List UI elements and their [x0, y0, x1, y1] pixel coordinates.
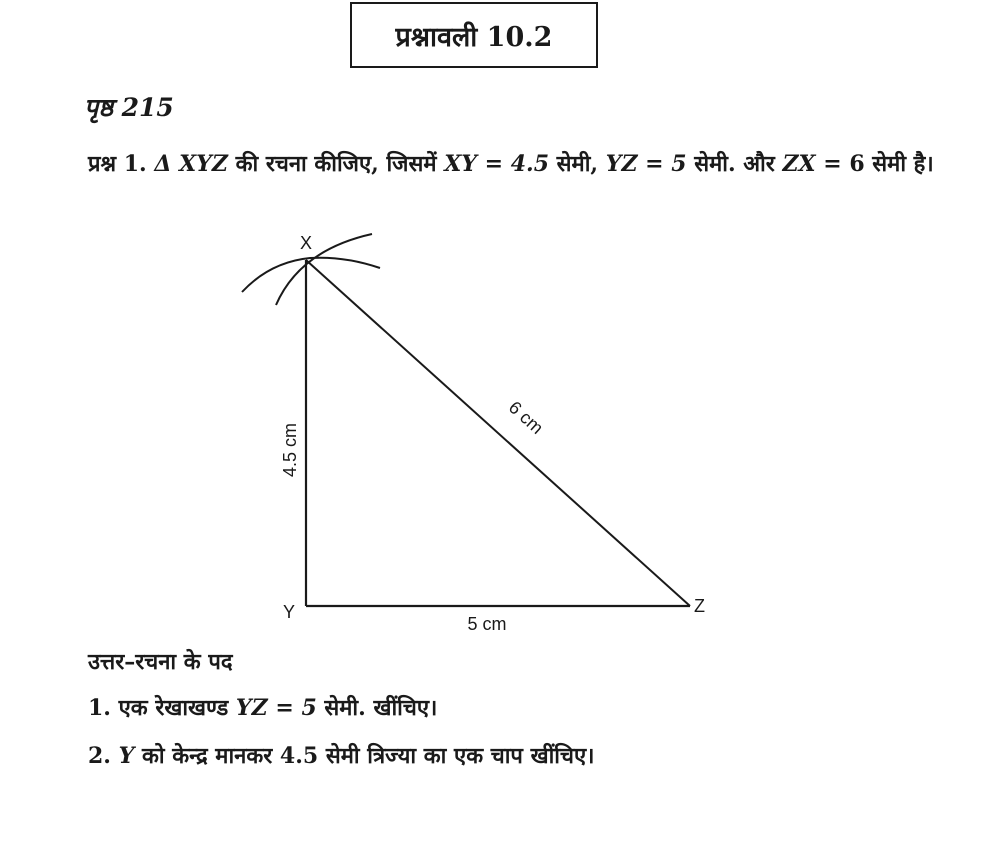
yz-value: YZ = 5: [605, 151, 687, 177]
answer-heading: उत्तर–रचना के पद: [88, 649, 233, 675]
exercise-title: प्रश्नावली 10.2: [350, 2, 598, 68]
construction-step-1: [88, 692, 437, 722]
vertex-x-label: X: [300, 233, 313, 253]
question-text-2: सेमी,: [549, 151, 606, 177]
page-reference: पृष्ठ 215: [84, 93, 174, 122]
step1-suffix: सेमी. खींचिए।: [316, 695, 438, 721]
step2-suffix: को केन्द्र मानकर 4.5 सेमी त्रिज्या का एक चाप खींचिए।: [134, 743, 595, 769]
question-text-4: = 6 सेमी है।: [815, 151, 934, 177]
xy-value: XY = 4.5: [444, 151, 550, 177]
question-text-3: सेमी. और: [686, 151, 783, 177]
question-number: प्रश्न 1.: [88, 151, 147, 177]
arc-from-y: [242, 258, 380, 292]
step1-math: YZ = 5: [235, 695, 317, 721]
step1-prefix: 1. एक रेखाखण्ड: [88, 695, 236, 721]
side-yz-label: 5 cm: [467, 614, 507, 634]
arc-from-z: [276, 234, 372, 305]
question-text-1: की रचना कीजिए, जिसमें: [227, 151, 445, 177]
vertex-z-label: Z: [694, 596, 705, 616]
side-xy-label: 4.5 cm: [280, 422, 300, 478]
construction-step-2: [88, 740, 594, 770]
side-xz-label: 6 cm: [504, 397, 548, 439]
step2-math: Y: [118, 743, 135, 769]
side-xz: [306, 260, 690, 606]
triangle-symbol: Δ XYZ: [154, 151, 228, 177]
zx-value: ZX: [782, 151, 816, 177]
step2-prefix: 2.: [88, 743, 119, 769]
vertex-y-label: Y: [283, 602, 296, 622]
